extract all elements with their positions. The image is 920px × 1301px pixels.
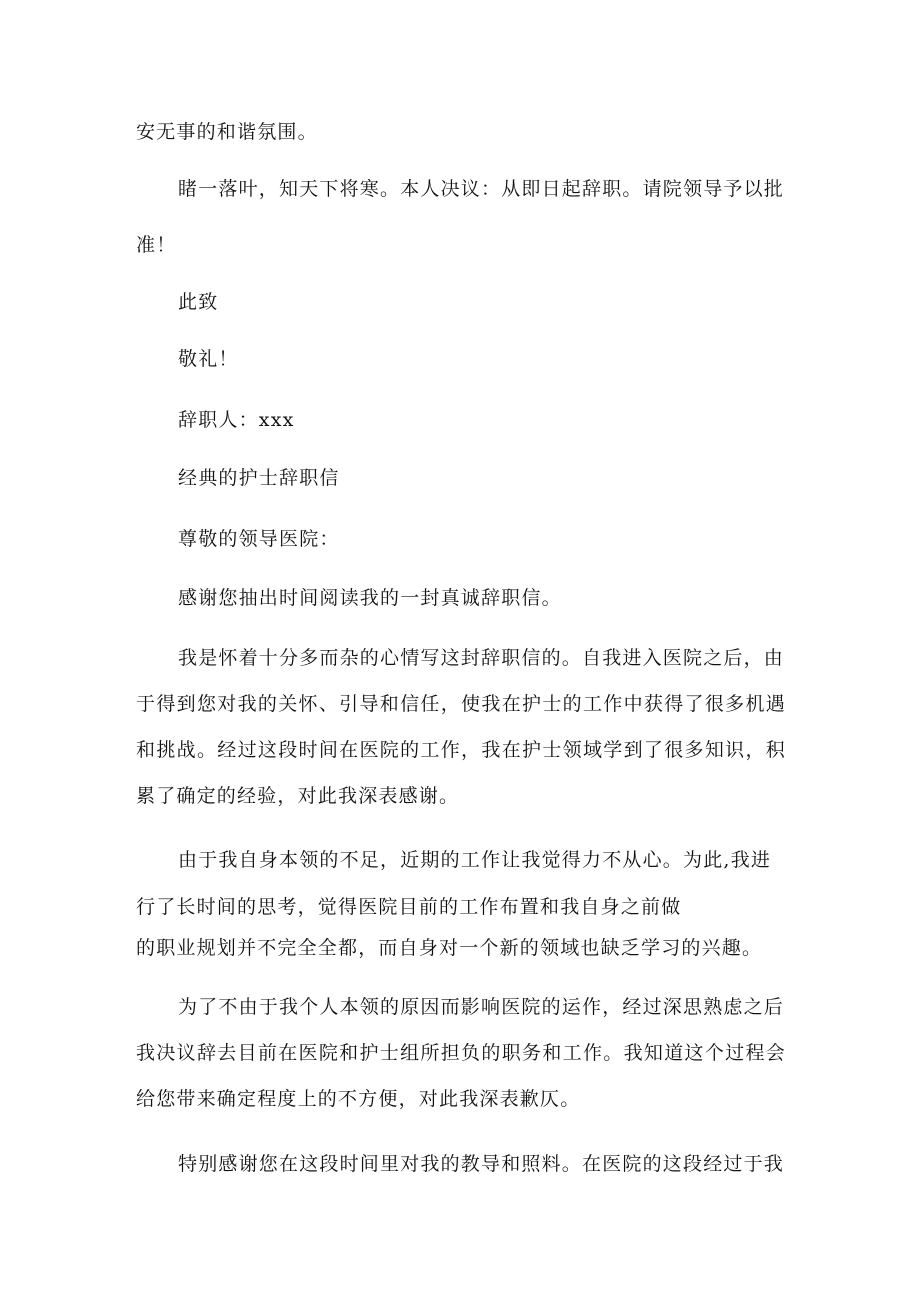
body-paragraph-1-line-2: 于得到您对我的关怀、引导和信任，使我在护士的工作中获得了很多机遇 — [136, 693, 786, 715]
body-paragraph-1-line-4: 累了确定的经验，对此我深表感谢。 — [136, 785, 460, 807]
resignation-decision-line-2: 准！ — [136, 234, 177, 256]
body-paragraph-3-line-1: 为了不由于我个人本领的原因而影响医院的运作，经过深思熟虑之后 — [178, 996, 785, 1018]
greeting: 尊敬的领导医院： — [178, 528, 340, 550]
body-paragraph-1-line-3: 和挑战。经过这段时间在医院的工作，我在护士领域学到了很多知识，积 — [136, 739, 786, 761]
body-paragraph-1-line-1: 我是怀着十分多而杂的心情写这封辞职信的。自我进入医院之后，由 — [178, 647, 785, 669]
body-paragraph-3-line-2: 我决议辞去目前在医院和护士组所担负的职务和工作。我知道这个过程会 — [136, 1042, 786, 1064]
body-paragraph-2-line-3: 的职业规划并不完全全都，而自身对一个新的领域也缺乏学习的兴趣。 — [136, 937, 763, 959]
thanks-line: 感谢您抽出时间阅读我的一封真诚辞职信。 — [178, 587, 562, 609]
body-paragraph-3-line-3: 给您带来确定程度上的不方便，对此我深表歉仄。 — [136, 1088, 581, 1110]
resignation-decision-line-1: 睹一落叶，知天下将寒。本人决议：从即日起辞职。请院领导予以批 — [178, 178, 785, 200]
body-paragraph-2-line-1: 由于我自身本领的不足，近期的工作让我觉得力不从心。为此,我进 — [178, 849, 772, 871]
closing-regards: 敬礼！ — [178, 348, 239, 370]
section-title: 经典的护士辞职信 — [178, 467, 340, 489]
signature-line: 辞职人：xxx — [178, 409, 295, 431]
body-paragraph-4-line-1: 特别感谢您在这段时间里对我的教导和照料。在医院的这段经过于我 — [178, 1153, 785, 1175]
paragraph-continuation-line: 安无事的和谐氛围。 — [136, 121, 318, 143]
closing-salutation: 此致 — [178, 291, 219, 313]
body-paragraph-2-line-2: 行了长时间的思考，觉得医院目前的工作布置和我自身之前做 — [136, 896, 682, 918]
